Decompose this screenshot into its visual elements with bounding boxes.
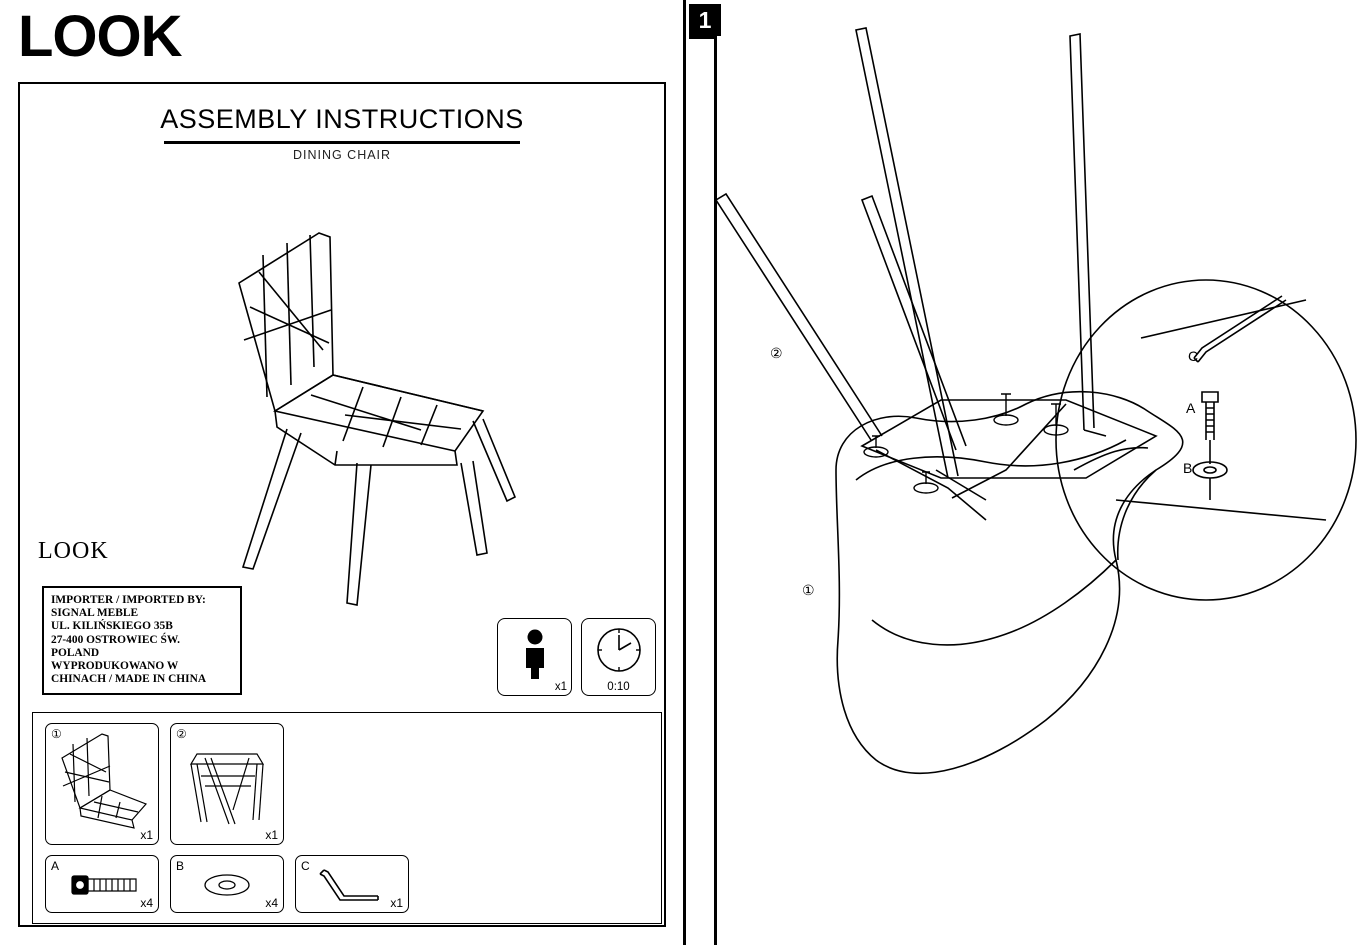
page-subtitle: DINING CHAIR [292,148,392,162]
importer-info-box [42,586,242,695]
look-wordmark: LOOK [38,538,109,564]
step-number-badge: 1 [689,4,721,36]
part-item-b [170,855,284,913]
part-item-1 [45,723,159,845]
page-title: ASSEMBLY INSTRUCTIONS [160,104,524,134]
part-label-2: ② [176,727,187,741]
part-qty-1: x1 [140,828,153,842]
importer-line-3: UL. KILIŃSKIEGO 35B [51,620,173,633]
part-qty-b: x4 [265,896,278,910]
right-panel [686,0,1371,945]
part-item-c [295,855,409,913]
importer-line-1: IMPORTER / IMPORTED BY: [51,594,206,606]
people-count: x1 [554,681,567,693]
parts-list [32,712,662,924]
importer-line-2: SIGNAL MEBLE [51,607,139,620]
part-item-a [45,855,159,913]
brand-title: LOOK [18,4,182,69]
part-qty-a: x4 [140,896,153,910]
importer-line-4: 27-400 OSTROWIEC ŚW. [51,633,181,646]
assembly-time: 0:10 [607,681,630,693]
callout-2-label: ② [770,345,783,361]
part-label-1: ① [51,727,62,741]
person-icon [498,619,573,681]
assembly-meta [497,618,656,696]
part-item-2 [170,723,284,845]
part-qty-2: x1 [265,828,278,842]
chair-illustration [215,215,525,615]
importer-line-5: POLAND [51,646,100,659]
detail-a-label: A [1186,400,1196,416]
title-block [18,104,666,162]
title-divider [164,141,520,144]
part-label-c: C [301,859,310,873]
part-label-a: A [51,859,60,873]
importer-line-7: CHINACH / MADE IN CHINA [51,673,207,686]
left-panel [0,0,683,945]
legs-frame-icon [171,724,283,844]
callout-1-label: ① [802,582,815,598]
clock-icon [582,619,657,681]
assembly-time-cell [581,618,656,696]
detail-b-label: B [1183,460,1193,476]
detail-c-label: C [1188,348,1199,364]
people-required-cell [497,618,572,696]
seat-icon [46,724,158,844]
step-1-illustration [686,0,1371,945]
importer-line-6: WYPRODUKOWANO W [51,660,179,673]
part-label-b: B [176,859,185,873]
part-qty-c: x1 [390,896,403,910]
